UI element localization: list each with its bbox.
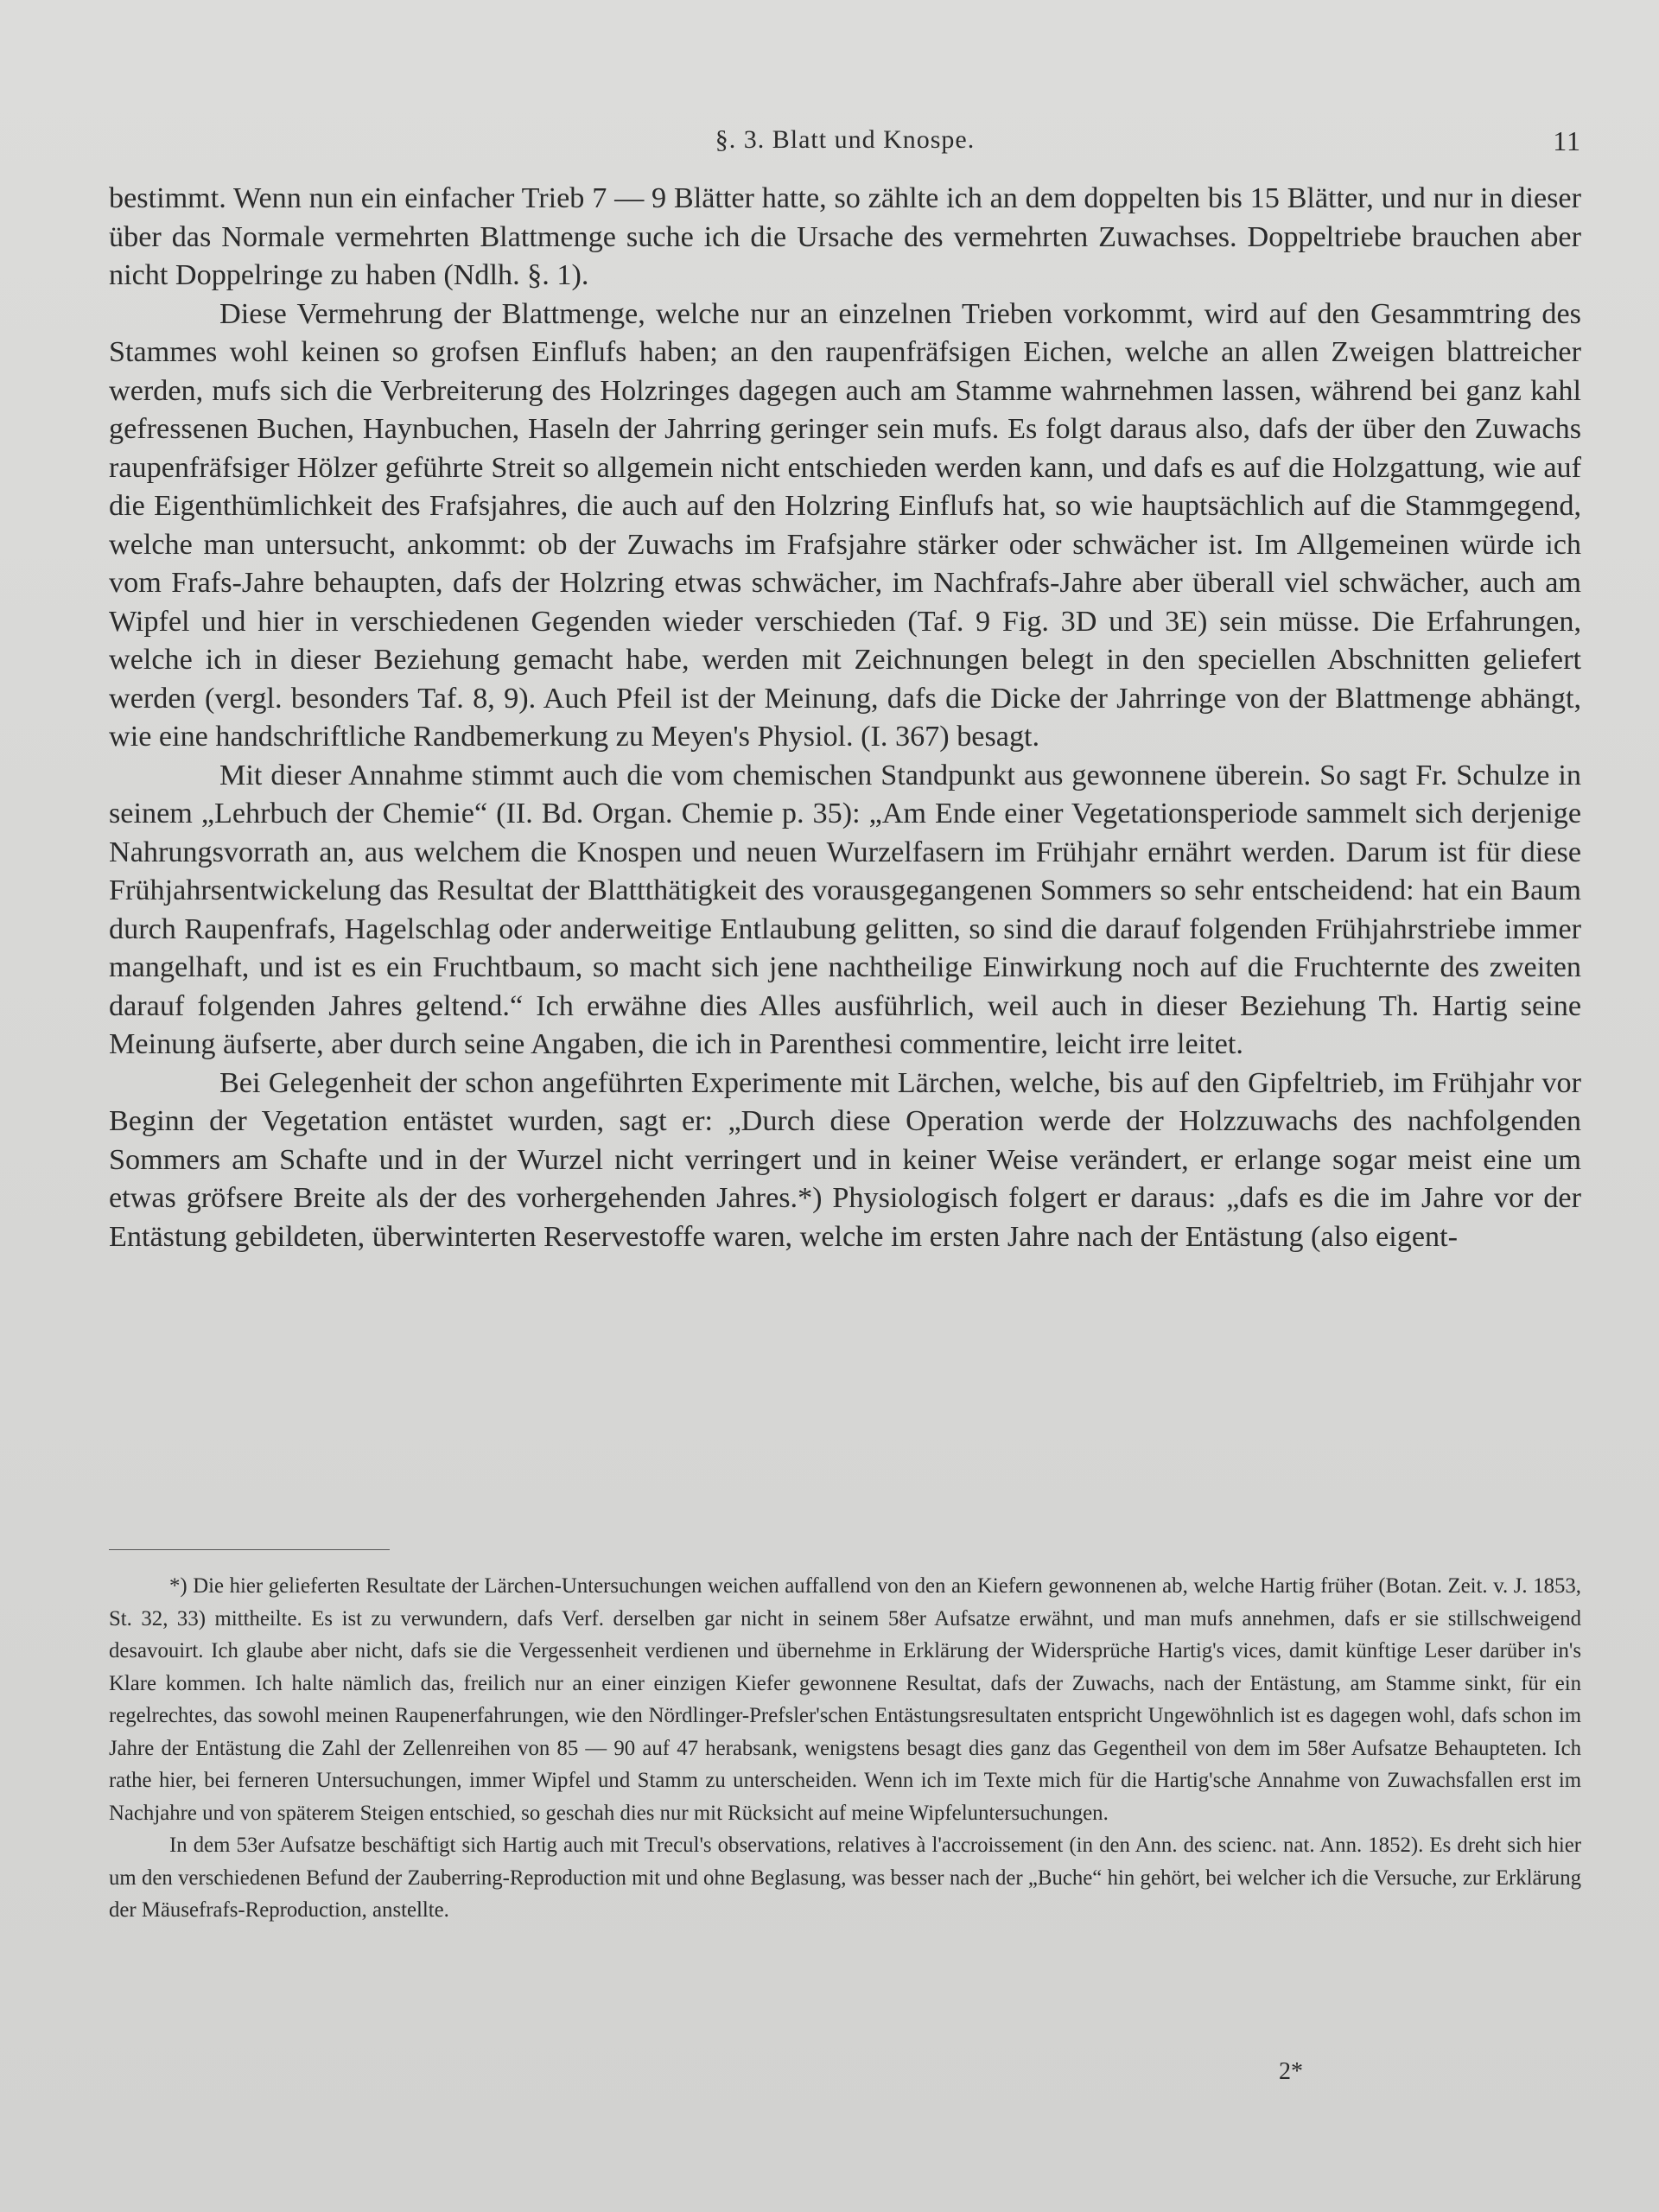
footnote-1-continuation: In dem 53er Aufsatze beschäftigt sich Hartig auch mit Trecul's observations, relatives à l'accroissement (in den Ann. des scienc. nat. Ann. 1852). Es dreht sich hier um den verschiedenen Befund der Zauberring-Reproduction mit und ohne Beglasung, was besser nach der „Buche“ hin gehört, bei welcher ich die Versuche, zur Erklärung der Mäusefrafs-Reproduction, anstellte. bbox=[109, 1834, 1581, 1922]
paragraph-1: bestimmt. Wenn nun ein einfacher Trieb 7 — 9 Blätter hatte, so zählte ich an dem doppelten bis 15 Blätter, und nur in dieser über das Normale vermehrten Blattmenge suche ich die Ursache des vermehrten Zuwachses. Doppeltriebe brauchen aber nicht Doppelringe zu haben (Ndlh. §. 1). bbox=[109, 182, 1581, 291]
paragraph-3: Mit dieser Annahme stimmt auch die vom chemischen Standpunkt aus gewonnene überein. So sagt Fr. Schulze in seinem „Lehrbuch der Chemie“ (II. Bd. Organ. Chemie p. 35): „Am Ende einer Vegetationsperiode sammelt sich derjenige Nahrungsvorrath an, aus welchem die Knospen und neuen Wurzelfasern im Frühjahr ernährt werden. Darum ist für diese Frühjahrsentwickelung das Resultat der Blattthätigkeit des vorausgegangenen Sommers so sehr entscheidend: hat ein Baum durch Raupenfrafs, Hagelschlag oder anderweitige Entlaubung gelitten, so sind die darauf folgenden Frühjahrstriebe immer mangelhaft, und ist es ein Fruchtbaum, so macht sich jene nachtheilige Einwirkung noch auf die Fruchternte des zweiten darauf folgenden Jahres geltend.“ Ich erwähne dies Alles ausführlich, weil auch in dieser Beziehung Th. Hartig seine Meinung äufserte, aber durch seine Angaben, die ich in Parenthesi commentire, leicht irre leitet. bbox=[109, 759, 1581, 1060]
paragraph-2: Diese Vermehrung der Blattmenge, welche nur an einzelnen Trieben vorkommt, wird auf den Gesammtring des Stammes wohl keinen so grofsen Einflufs haben; an den raupenfräfsigen Eichen, welche an allen Zweigen blattreicher werden, mufs sich die Verbreiterung des Holzringes dagegen auch am Stamme wahrnehmen lassen, während bei ganz kahl gefressenen Buchen, Haynbuchen, Haseln der Jahrring geringer sein mufs. Es folgt daraus also, dafs der über den Zuwachs raupenfräfsiger Hölzer geführte Streit so allgemein nicht entschieden werden kann, und dafs es auf die Holzgattung, wie auf die Eigenthümlichkeit des Frafsjahres, die auch auf den Holzring Einflufs hat, so wie hauptsächlich auf die Stammgegend, welche man untersucht, ankommt: ob der Zuwachs im Frafsjahre stärker oder schwächer ist. Im Allgemeinen würde ich vom Frafs-Jahre behaupten, dafs der Holzring etwas schwächer, im Nachfrafs-Jahre aber überall viel schwächer, auch am Wipfel und hier in verschiedenen Gegenden wieder verschieden (Taf. 9 Fig. 3D und 3E) sein müsse. Die Erfahrungen, welche ich in dieser Beziehung gemacht habe, werden mit Zeichnungen belegt in den speciellen Abschnitten geliefert werden (vergl. besonders Taf. 8, 9). Auch Pfeil ist der Meinung, dafs die Dicke der Jahrringe von der Blattmenge abhängt, wie eine handschriftliche Randbemerkung zu Meyen's Physiol. (I. 367) besagt. bbox=[109, 297, 1581, 753]
footnotes bbox=[109, 1570, 1581, 1927]
page-number: 11 bbox=[1553, 125, 1581, 156]
page-header bbox=[109, 125, 1581, 160]
paragraph-4: Bei Gelegenheit der schon angeführten Experimente mit Lärchen, welche, bis auf den Gipfeltrieb, im Frühjahr vor Beginn der Vegetation entästet wurden, sagt er: „Durch diese Operation werde der Holzzuwachs des nachfolgenden Sommers am Schafte und in der Wurzel nicht verringert und in keiner Weise verändert, er erlange sogar meist eine um etwas gröfsere Breite als der des vorhergehenden Jahres.*) Physiologisch folgert er daraus: „dafs es die im Jahre vor der Entästung gebildeten, überwinterten Reservestoffe waren, welche im ersten Jahre nach der Entästung (also eigent- bbox=[109, 1066, 1581, 1253]
footnote-separator bbox=[109, 1549, 390, 1550]
main-text bbox=[109, 180, 1581, 1256]
running-head: §. 3. Blatt und Knospe. bbox=[715, 125, 976, 154]
footnote-1: *) Die hier gelieferten Resultate der Lärchen-Untersuchungen weichen auffallend von den an Kiefern gewonnenen ab, welche Hartig früher (Botan. Zeit. v. J. 1853, St. 32, 33) mittheilte. Es ist zu verwundern, dafs Verf. derselben gar nicht in seinem 58er Aufsatze erwähnt, und man mufs annehmen, dafs er sie stillschweigend desavouirt. Ich glaube aber nicht, dafs sie die Vergessenheit verdienen und übernehme in Erklärung der Widersprüche Hartig's vices, damit künftige Leser darüber in's Klare kommen. Ich halte nämlich das, freilich nur an einer einzigen Kiefer gewonnene Resultat, dafs der Zuwachs, nach der Entästung, am Stamme sinkt, für ein regelrechtes, das sowohl meinen Raupenerfahrungen, wie den Nördlinger-Prefsler'schen Entästungsresultaten entspricht Ungewöhnlich ist es dagegen wohl, dafs schon im Jahre der Entästung die Zahl der Zellenreihen von 85 — 90 auf 47 herabsank, wenigstens besagt dies ganz das Gegentheil von dem im 58er Aufsatze Behaupteten. Ich rathe hier, bei ferneren Untersuchungen, immer Wipfel und Stamm zu unterscheiden. Wenn ich im Texte mich für die Hartig'sche Annahme von Zuwachsfallen erst im Nachjahre und von späterem Steigen entschied, so geschah dies nur mit Rücksicht auf meine Wipfeluntersuchungen. bbox=[109, 1574, 1581, 1825]
signature-mark: 2* bbox=[1279, 2058, 1303, 2085]
